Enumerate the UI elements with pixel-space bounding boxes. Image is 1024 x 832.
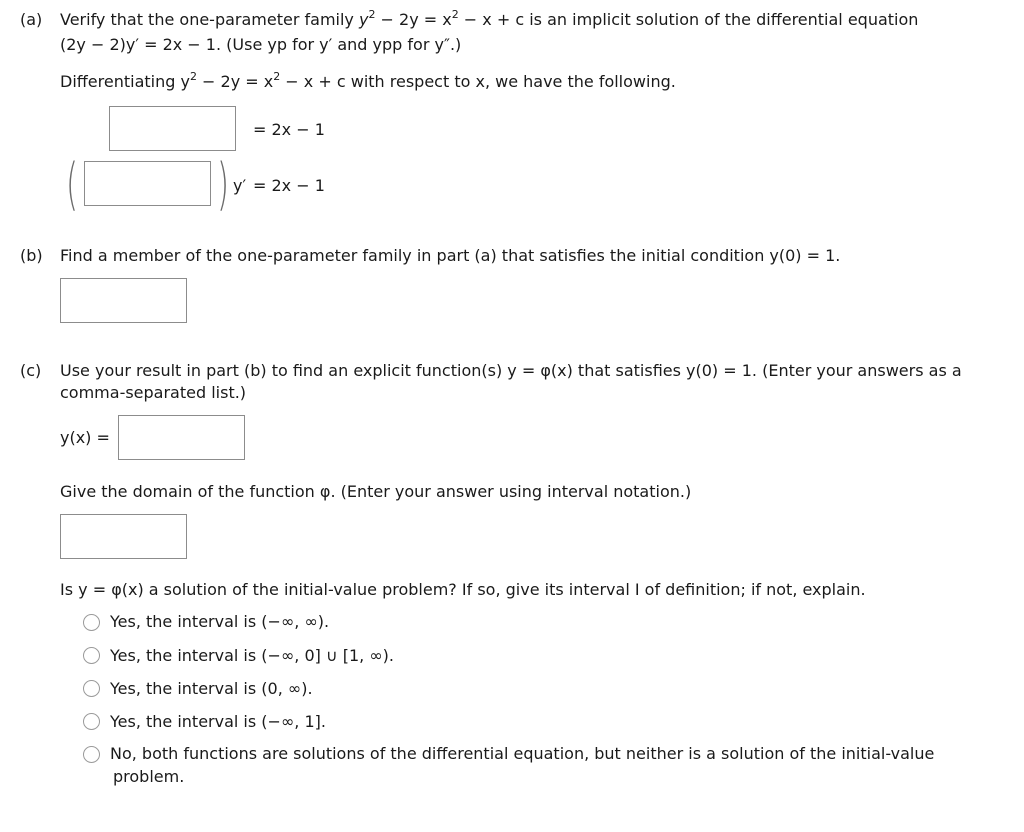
ivp-prompt: Is y = φ(x) a solution of the initial-value problem? If so, give its interval I of definition; if not, explain. [60,580,866,599]
option-5-radio[interactable] [83,746,100,763]
eq1-rhs: = 2x − 1 [253,120,325,139]
domain-prompt: Give the domain of the function φ. (Enter your answer using interval notation.) [60,482,692,501]
explicit-function-input[interactable] [118,415,245,460]
eq2-yprime: y′ [233,176,247,195]
part-c-text-line1: Use your result in part (b) to find an explicit function(s) y = φ(x) that satisfies y(0) = 1. (Enter your answers as a [60,361,962,380]
intro-y: y [358,10,369,29]
part-a-label: (a) [20,10,43,29]
part-c-text-line2: comma-separated list.) [60,383,247,402]
option-3-radio[interactable] [83,680,100,697]
left-paren: ( [66,152,79,217]
intro-tail: − 2y = x [375,10,452,29]
diff-pre: Differentiating y [60,72,190,91]
diff-mid: − 2y = x [196,72,274,91]
particular-solution-input[interactable] [60,278,187,323]
part-a-differentiating [60,69,676,91]
option-2-radio[interactable] [83,647,100,664]
yx-label: y(x) = [60,428,110,447]
domain-input[interactable] [60,514,187,559]
right-paren: ) [217,152,230,217]
part-a-de-line: (2y − 2)y′ = 2x − 1. (Use yp for y′ and ypp for y″.) [60,35,462,54]
option-1-radio[interactable] [83,614,100,631]
diff-tail: − x + c [280,72,346,91]
part-b-text: Find a member of the one-parameter family in part (a) that satisfies the initial condition y(0) = 1. [60,246,841,265]
option-4-radio[interactable] [83,713,100,730]
diff-sq2: 2 [273,69,281,83]
option-5-label-line2[interactable]: problem. [113,767,185,786]
option-1-label[interactable]: Yes, the interval is (−∞, ∞). [110,612,330,631]
eq2-rhs: = 2x − 1 [253,176,325,195]
diff-post: with respect to x, we have the following. [345,72,676,91]
yprime-coefficient-input[interactable] [84,161,211,206]
part-b-label: (b) [20,246,43,265]
derivative-answer-input[interactable] [109,106,236,151]
option-5-label-line1[interactable]: No, both functions are solutions of the differential equation, but neither is a solution of the initial-value [110,744,935,763]
intro-sq: 2 [368,7,376,21]
option-3-label[interactable]: Yes, the interval is (0, ∞). [110,679,313,698]
intro-pre: Verify that the one-parameter family [60,10,359,29]
part-c-label: (c) [20,361,42,380]
diff-sq: 2 [189,69,197,83]
part-a-intro [60,7,919,29]
intro-tail2: − x + c [458,10,525,29]
option-4-label[interactable]: Yes, the interval is (−∞, 1]. [110,712,326,731]
intro-sq2: 2 [451,7,459,21]
option-2-label[interactable]: Yes, the interval is (−∞, 0] ∪ [1, ∞). [110,646,394,665]
intro-post: is an implicit solution of the differential equation [524,10,919,29]
